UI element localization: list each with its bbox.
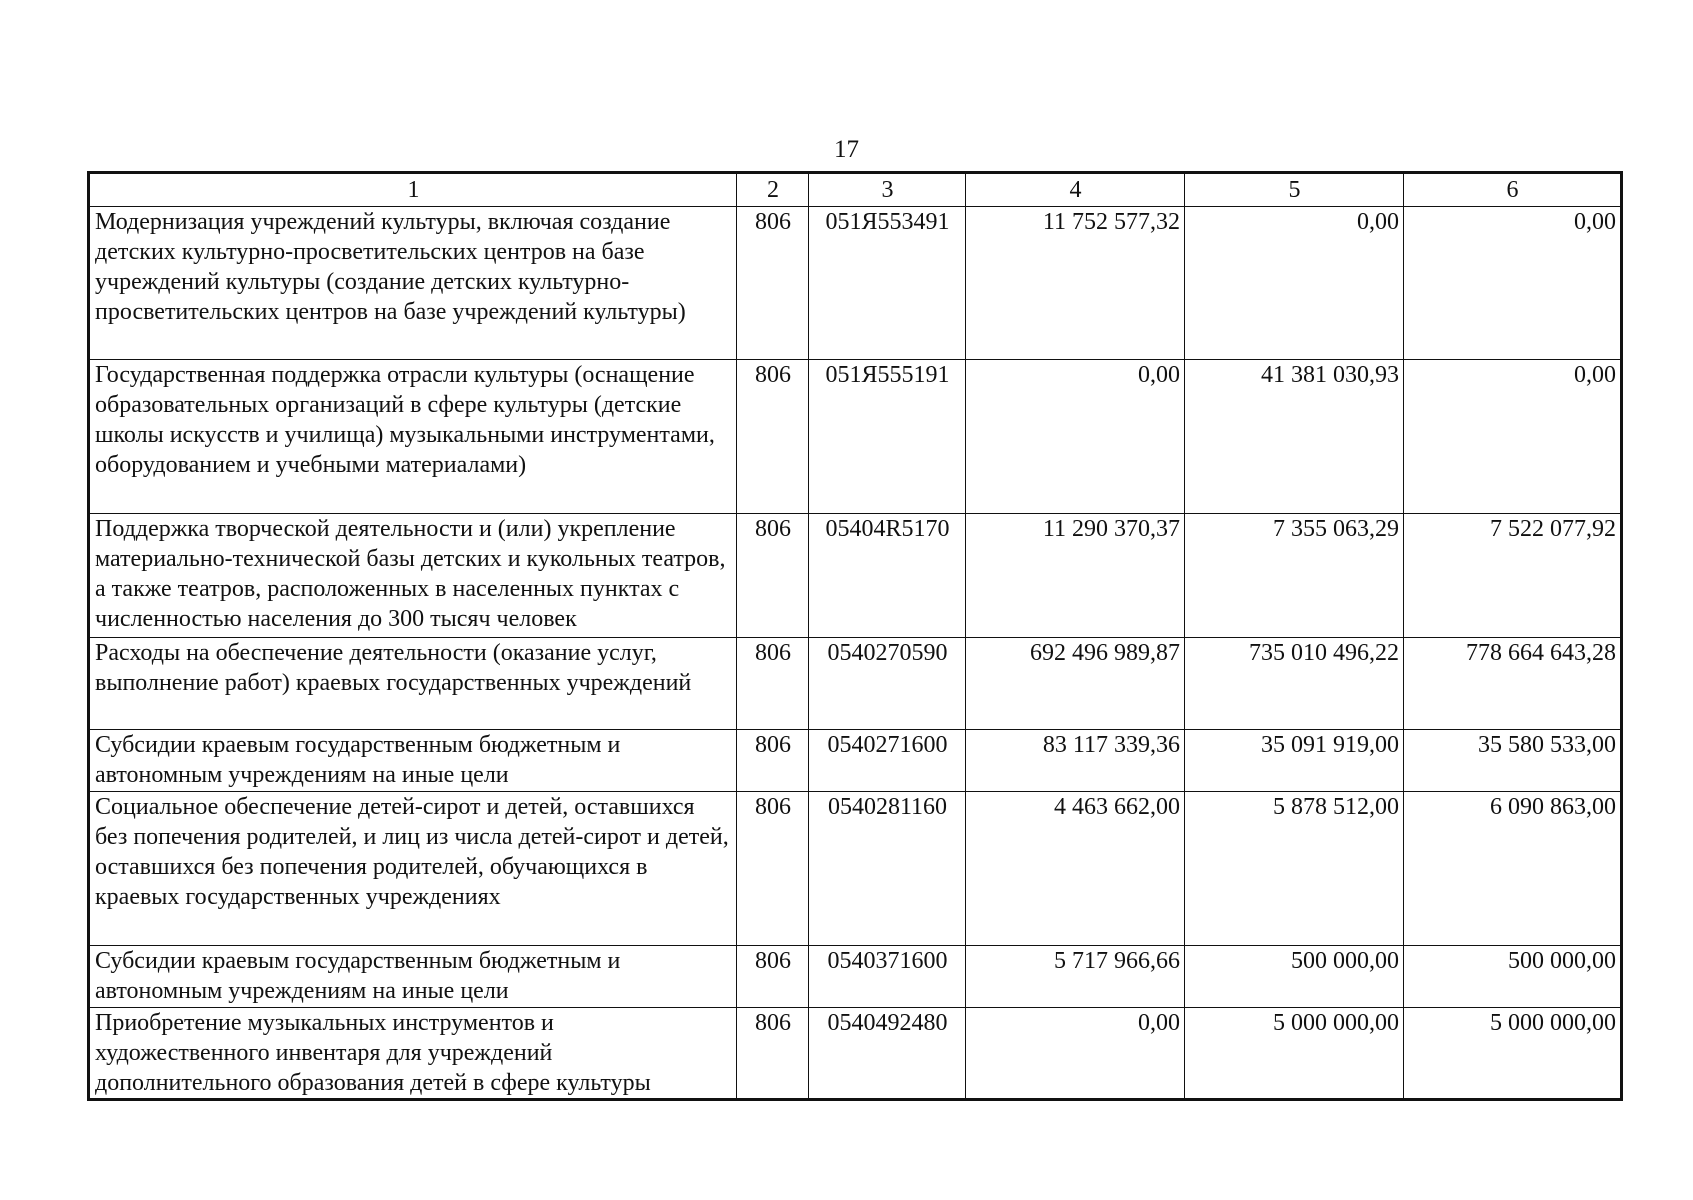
row-value-col4: 5 717 966,66 [966, 946, 1185, 1008]
row-ministry-code: 806 [737, 514, 809, 638]
table-row [89, 730, 1622, 792]
table-row [89, 638, 1622, 730]
row-value-col5: 5 000 000,00 [1185, 1008, 1404, 1100]
table-row [89, 946, 1622, 1008]
column-header: 6 [1404, 173, 1622, 207]
column-header: 4 [966, 173, 1185, 207]
row-value-col5: 0,00 [1185, 207, 1404, 360]
row-value-col6: 35 580 533,00 [1404, 730, 1622, 792]
row-name: Модернизация учреждений культуры, включая создание детских культурно-просветительских центров на базе учреждений культуры (создание детских культурно-просветительских центров на базе учреждений культуры) [89, 207, 737, 360]
table-row [89, 207, 1622, 360]
row-value-col4: 11 290 370,37 [966, 514, 1185, 638]
row-ministry-code: 806 [737, 792, 809, 946]
row-value-col4: 0,00 [966, 360, 1185, 514]
table-row [89, 792, 1622, 946]
row-target-code: 05404R5170 [809, 514, 966, 638]
row-value-col4: 11 752 577,32 [966, 207, 1185, 360]
row-ministry-code: 806 [737, 946, 809, 1008]
row-value-col6: 778 664 643,28 [1404, 638, 1622, 730]
row-value-col4: 4 463 662,00 [966, 792, 1185, 946]
row-name: Субсидии краевым государственным бюджетным и автономным учреждениям на иные цели [89, 730, 737, 792]
row-value-col6: 6 090 863,00 [1404, 792, 1622, 946]
row-value-col4: 83 117 339,36 [966, 730, 1185, 792]
row-target-code: 0540492480 [809, 1008, 966, 1100]
row-value-col6: 0,00 [1404, 360, 1622, 514]
row-value-col4: 692 496 989,87 [966, 638, 1185, 730]
row-name: Государственная поддержка отрасли культуры (оснащение образовательных организаций в сфере культуры (детские школы искусств и училища) музыкальными инструментами, оборудованием и учебными материалами) [89, 360, 737, 514]
row-value-col5: 41 381 030,93 [1185, 360, 1404, 514]
row-name: Расходы на обеспечение деятельности (оказание услуг, выполнение работ) краевых государственных учреждений [89, 638, 737, 730]
row-target-code: 051Я553491 [809, 207, 966, 360]
row-value-col5: 735 010 496,22 [1185, 638, 1404, 730]
row-value-col5: 35 091 919,00 [1185, 730, 1404, 792]
row-ministry-code: 806 [737, 638, 809, 730]
column-header: 5 [1185, 173, 1404, 207]
row-ministry-code: 806 [737, 207, 809, 360]
column-header: 2 [737, 173, 809, 207]
row-value-col6: 7 522 077,92 [1404, 514, 1622, 638]
column-header: 1 [89, 173, 737, 207]
row-value-col4: 0,00 [966, 1008, 1185, 1100]
page-number: 17 [834, 136, 859, 163]
column-header: 3 [809, 173, 966, 207]
row-target-code: 0540281160 [809, 792, 966, 946]
row-ministry-code: 806 [737, 1008, 809, 1100]
table-row [89, 514, 1622, 638]
row-value-col6: 0,00 [1404, 207, 1622, 360]
row-name: Поддержка творческой деятельности и (или) укрепление материально-технической базы детских и кукольных театров, а также театров, расположенных в населенных пунктах с численностью населения до 300 тысяч человек [89, 514, 737, 638]
row-target-code: 0540271600 [809, 730, 966, 792]
row-value-col6: 5 000 000,00 [1404, 1008, 1622, 1100]
row-target-code: 051Я555191 [809, 360, 966, 514]
row-value-col5: 7 355 063,29 [1185, 514, 1404, 638]
row-name: Приобретение музыкальных инструментов и художественного инвентаря для учреждений дополнительного образования детей в сфере культуры [89, 1008, 737, 1100]
row-target-code: 0540270590 [809, 638, 966, 730]
row-name: Социальное обеспечение детей-сирот и детей, оставшихся без попечения родителей, и лиц из числа детей-сирот и детей, оставшихся без попечения родителей, обучающихся в краевых государственных учреждениях [89, 792, 737, 946]
row-value-col5: 5 878 512,00 [1185, 792, 1404, 946]
row-ministry-code: 806 [737, 730, 809, 792]
row-ministry-code: 806 [737, 360, 809, 514]
budget-table [87, 171, 1623, 1101]
row-name: Субсидии краевым государственным бюджетным и автономным учреждениям на иные цели [89, 946, 737, 1008]
row-target-code: 0540371600 [809, 946, 966, 1008]
table-row [89, 360, 1622, 514]
table-row [89, 1008, 1622, 1100]
row-value-col6: 500 000,00 [1404, 946, 1622, 1008]
row-value-col5: 500 000,00 [1185, 946, 1404, 1008]
header-row [89, 173, 1622, 207]
